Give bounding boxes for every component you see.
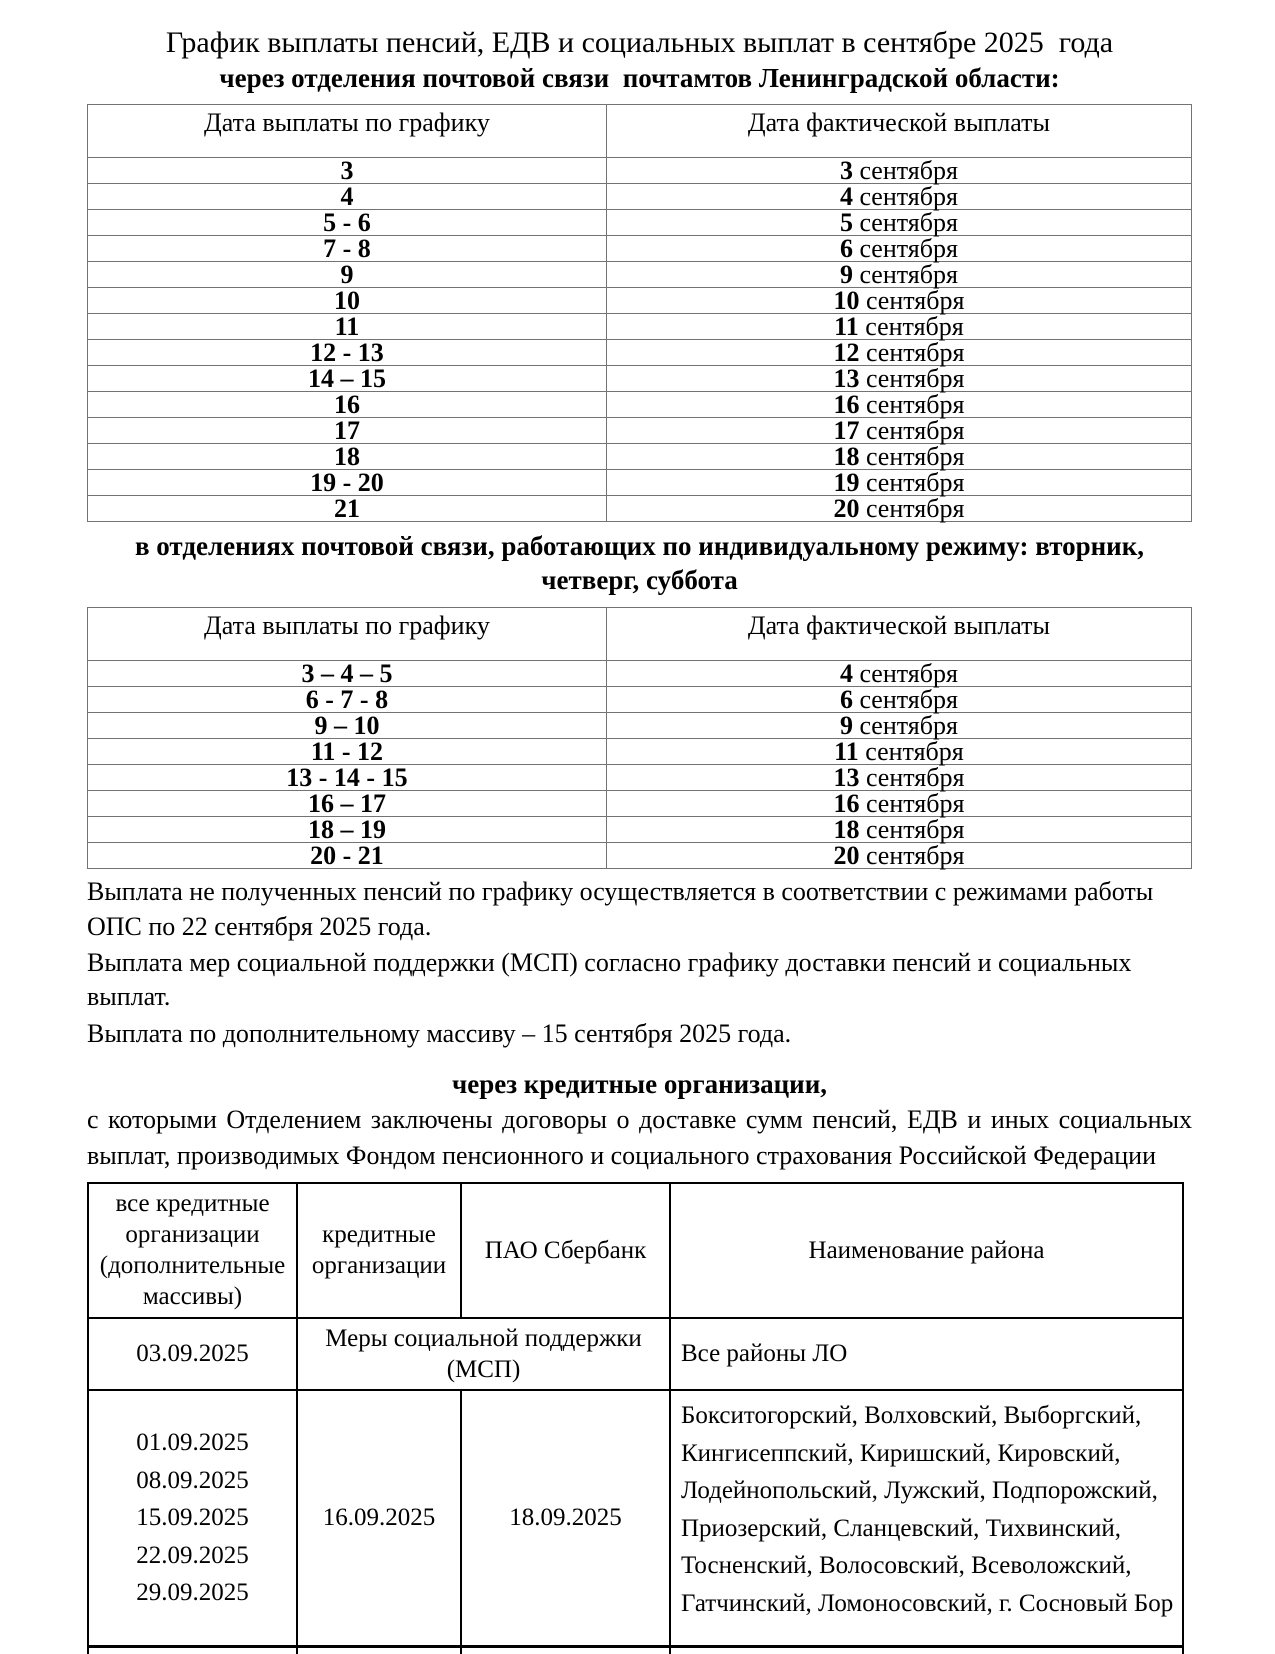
sberbank-date-cell: 18.09.2025: [461, 1390, 670, 1647]
schedule-date-cell: 14 – 15: [88, 365, 607, 391]
schedule-date-cell: 10: [88, 287, 607, 313]
schedule-date-cell: 16: [88, 391, 607, 417]
table-row: [88, 313, 1192, 339]
post-offices-schedule-table: [87, 104, 1192, 522]
note-unreceived-pensions: Выплата не полученных пенсий по графику осуществляется в соответствии с режимами работы ОПС по 22 сентября 2025 года.: [87, 877, 1154, 941]
payment-date: 15.09.2025: [136, 1504, 249, 1532]
msp-area-cell: Все районы ЛО: [670, 1318, 1183, 1391]
column-header-all-credit-orgs: все кредитные организации (дополнительные массивы): [88, 1183, 297, 1318]
main-payment-row: [88, 1390, 1183, 1647]
table-row: [88, 739, 1192, 765]
empty-cell: [297, 1647, 461, 1654]
table-row: [88, 791, 1192, 817]
header-row: [88, 1183, 1183, 1318]
actual-date-cell: 10 сентября: [606, 287, 1191, 313]
schedule-date-cell: 3 – 4 – 5: [88, 661, 607, 687]
table-row: [88, 495, 1192, 521]
actual-date-cell: 12 сентября: [606, 339, 1191, 365]
table-row: [88, 817, 1192, 843]
schedule-date-cell: 16 – 17: [88, 791, 607, 817]
credit-organizations-paragraph: с которыми Отделением заключены договоры о доставке сумм пенсий, ЕДВ и иных социальных выплат, производимых Фондом пенсионного и социального страхования Российской Федерации: [87, 1104, 1192, 1170]
table-row: [88, 261, 1192, 287]
msp-date-cell: 03.09.2025: [88, 1318, 297, 1391]
actual-date-cell: 13 сентября: [606, 765, 1191, 791]
table-row: [88, 765, 1192, 791]
note-additional-array: Выплата по дополнительному массиву – 15 сентября 2025 года.: [87, 1018, 792, 1048]
credit-organizations-table: [87, 1182, 1184, 1654]
actual-date-cell: 11 сентября: [606, 313, 1191, 339]
table-row: [88, 235, 1192, 261]
actual-date-cell: 18 сентября: [606, 443, 1191, 469]
schedule-date-cell: 19 - 20: [88, 469, 607, 495]
payment-date: 22.09.2025: [136, 1541, 249, 1569]
actual-date-cell: 4 сентября: [606, 183, 1191, 209]
payment-date: 01.09.2025: [136, 1429, 249, 1457]
column-header-actual-date: Дата фактической выплаты: [606, 608, 1191, 661]
actual-date-cell: 17 сентября: [606, 417, 1191, 443]
payment-date: 29.09.2025: [136, 1579, 249, 1607]
individual-mode-heading: в отделениях почтовой связи, работающих по индивидуальному режиму: вторник, четверг, суббота: [134, 530, 1145, 595]
actual-date-cell: 9 сентября: [606, 713, 1191, 739]
table-row: [88, 713, 1192, 739]
table-row: [88, 417, 1192, 443]
schedule-date-cell: 17: [88, 417, 607, 443]
table-row: [88, 469, 1192, 495]
schedule-date-cell: 11: [88, 313, 607, 339]
schedule-date-cell: 5 - 6: [88, 209, 607, 235]
actual-date-cell: 6 сентября: [606, 235, 1191, 261]
actual-date-cell: 5 сентября: [606, 209, 1191, 235]
table-row: [88, 391, 1192, 417]
table-row: [88, 661, 1192, 687]
credit-organizations-heading: через кредитные организации,: [451, 1068, 828, 1099]
schedule-date-cell: 9 – 10: [88, 713, 607, 739]
individual-mode-schedule-table: [87, 607, 1192, 869]
page-subtitle: через отделения почтовой связи почтамтов Ленинградской области:: [219, 62, 1060, 93]
column-header-schedule-date: Дата выплаты по графику: [88, 104, 607, 157]
table-row: [88, 157, 1192, 183]
table-header: [88, 608, 1192, 661]
actual-date-cell: 4 сентября: [606, 661, 1191, 687]
actual-date-cell: 3 сентября: [606, 157, 1191, 183]
column-header-schedule-date: Дата выплаты по графику: [88, 608, 607, 661]
empty-cell: [88, 1647, 297, 1654]
schedule-date-cell: 9: [88, 261, 607, 287]
header-row: [88, 608, 1192, 661]
table-row: [88, 287, 1192, 313]
page-title: График выплаты пенсий, ЕДВ и социальных выплат в сентябре 2025 года: [165, 26, 1114, 59]
schedule-date-cell: 13 - 14 - 15: [88, 765, 607, 791]
schedule-date-cell: 4: [88, 183, 607, 209]
header-row: [88, 104, 1192, 157]
actual-date-cell: 19 сентября: [606, 469, 1191, 495]
table-row: [88, 209, 1192, 235]
additional-dates-cell: [88, 1390, 297, 1647]
districts-cell: Бокситогорский, Волховский, Выборгский, Кингисеппский, Киришский, Кировский, Лодейнопольский, Лужский, Подпорожский, Приозерский, Сланцевский, Тихвинский, Тосненский, Волосовский, Всеволожский, Гатчинский, Ломоносовский, г. Сосновый Бор: [670, 1390, 1183, 1647]
schedule-date-cell: 12 - 13: [88, 339, 607, 365]
actual-date-cell: 9 сентября: [606, 261, 1191, 287]
column-header-actual-date: Дата фактической выплаты: [606, 104, 1191, 157]
actual-date-cell: 16 сентября: [606, 391, 1191, 417]
msp-row: [88, 1318, 1183, 1391]
table-cutoff-row: [88, 1647, 1183, 1654]
column-header-district-name: Наименование района: [670, 1183, 1183, 1318]
table-body: [88, 157, 1192, 521]
table-row: [88, 339, 1192, 365]
table-row: [88, 183, 1192, 209]
credit-orgs-date-cell: 16.09.2025: [297, 1390, 461, 1647]
table-header: [88, 104, 1192, 157]
schedule-date-cell: 11 - 12: [88, 739, 607, 765]
table-row: [88, 365, 1192, 391]
schedule-date-cell: 3: [88, 157, 607, 183]
notes-block: [87, 875, 1192, 1051]
actual-date-cell: 13 сентября: [606, 365, 1191, 391]
actual-date-cell: 20 сентября: [606, 843, 1191, 869]
column-header-sberbank: ПАО Сбербанк: [461, 1183, 670, 1318]
note-msp-payment: Выплата мер социальной поддержки (МСП) согласно графику доставки пенсий и социальных выплат.: [87, 948, 1132, 1012]
schedule-date-cell: 21: [88, 495, 607, 521]
table-row: [88, 843, 1192, 869]
table-row: [88, 687, 1192, 713]
schedule-date-cell: 6 - 7 - 8: [88, 687, 607, 713]
actual-date-cell: 16 сентября: [606, 791, 1191, 817]
payment-date: 08.09.2025: [136, 1466, 249, 1494]
table-body: [88, 1183, 1183, 1654]
column-header-credit-orgs: кредитные организации: [297, 1183, 461, 1318]
actual-date-cell: 11 сентября: [606, 739, 1191, 765]
actual-date-cell: 18 сентября: [606, 817, 1191, 843]
empty-cell: [670, 1647, 1183, 1654]
schedule-date-cell: 18 – 19: [88, 817, 607, 843]
actual-date-cell: 6 сентября: [606, 687, 1191, 713]
schedule-date-cell: 20 - 21: [88, 843, 607, 869]
empty-cell: [461, 1647, 670, 1654]
table-row: [88, 443, 1192, 469]
schedule-date-cell: 7 - 8: [88, 235, 607, 261]
table-body: [88, 661, 1192, 869]
msp-label-cell: Меры социальной поддержки (МСП): [297, 1318, 670, 1391]
schedule-date-cell: 18: [88, 443, 607, 469]
actual-date-cell: 20 сентября: [606, 495, 1191, 521]
